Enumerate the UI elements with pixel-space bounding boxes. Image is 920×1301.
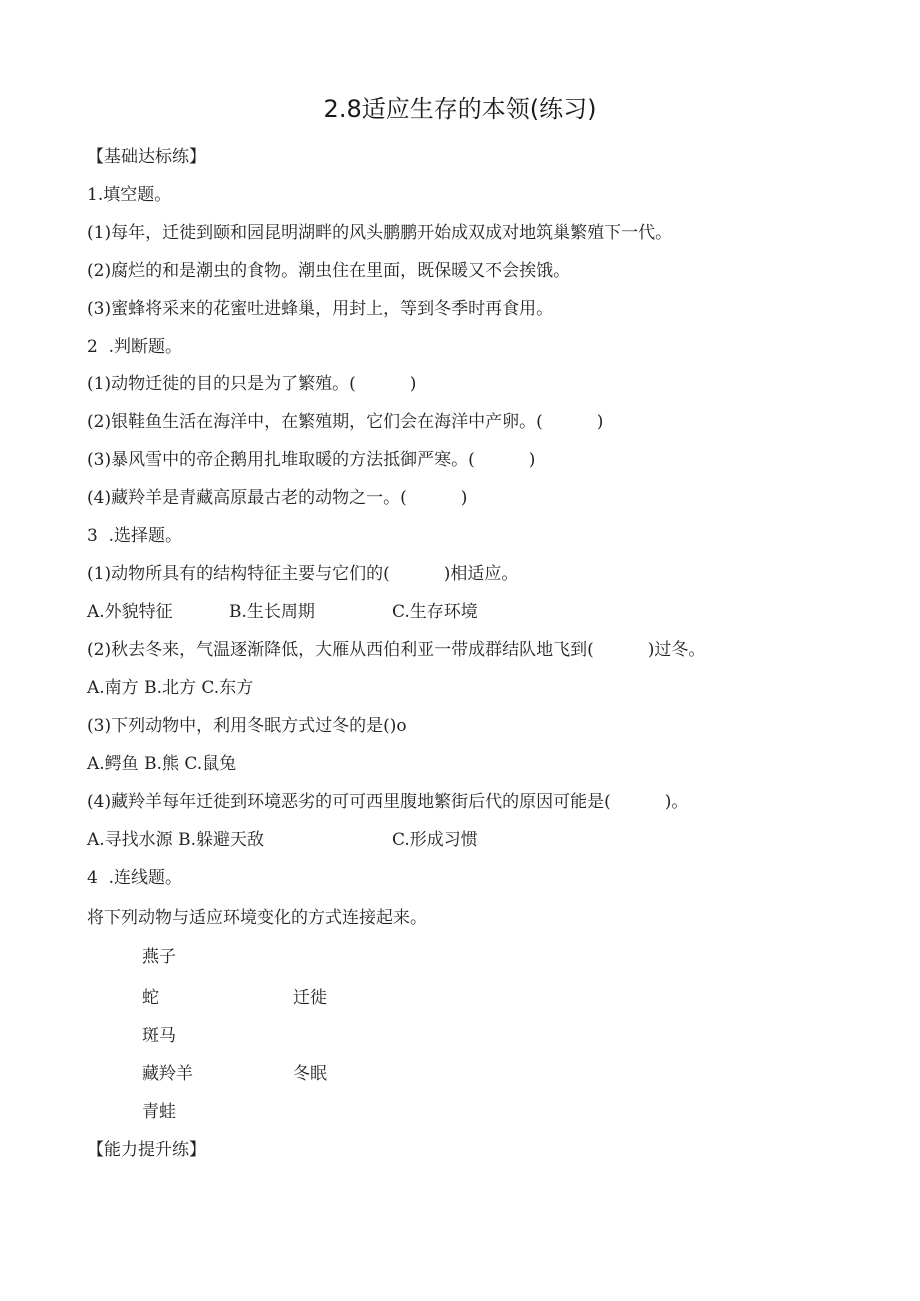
question-3-item-1-option-c: C.生存环境 bbox=[392, 602, 478, 622]
question-3-item-4: (4)藏羚羊每年迁徙到环境恶劣的可可西里腹地繁街后代的原因可能是( )。 bbox=[87, 792, 689, 812]
question-3-item-1-option-b: B.生长周期 bbox=[229, 602, 315, 622]
match-animal-3: 斑马 bbox=[142, 1026, 176, 1046]
question-1-heading: 1.填空题。 bbox=[87, 185, 172, 205]
match-animal-5: 青蛙 bbox=[142, 1102, 176, 1122]
section-advanced-heading: 【能力提升练】 bbox=[87, 1140, 206, 1160]
match-animal-2: 蛇 bbox=[142, 988, 159, 1008]
match-method-1: 迁徙 bbox=[293, 988, 327, 1008]
question-2-item-2: (2)银鞋鱼生活在海洋中，在繁殖期，它们会在海洋中产卵。( ) bbox=[87, 412, 604, 432]
question-4-instruction: 将下列动物与适应环境变化的方式连接起来。 bbox=[87, 908, 427, 928]
question-1-item-2: (2)腐烂的和是潮虫的食物。潮虫住在里面，既保暖又不会挨饿。 bbox=[87, 261, 571, 281]
page-title: 2.8适应生存的本领(练习) bbox=[323, 95, 597, 123]
question-3-item-1: (1)动物所具有的结构特征主要与它们的( )相适应。 bbox=[87, 564, 519, 584]
question-3-item-2-options: A.南方 B.北方 C.东方 bbox=[87, 678, 254, 698]
section-basic-heading: 【基础达标练】 bbox=[87, 147, 206, 167]
match-animal-1: 燕子 bbox=[142, 947, 176, 967]
question-2-heading: 2 .判断题。 bbox=[87, 337, 183, 357]
question-3-item-3-options: A.鳄鱼 B.熊 C.鼠兔 bbox=[87, 754, 237, 774]
question-1-item-1: (1)每年，迁徙到颐和园昆明湖畔的风头鹏鹏开始成双成对地筑巢繁殖下一代。 bbox=[87, 223, 673, 243]
question-4-heading: 4 .连线题。 bbox=[87, 868, 183, 888]
question-2-item-1: (1)动物迁徙的目的只是为了繁殖。( ) bbox=[87, 374, 417, 394]
match-method-2: 冬眠 bbox=[293, 1064, 327, 1084]
question-3-item-1-option-a: A.外貌特征 bbox=[87, 602, 173, 622]
question-3-item-4-options-ab: A.寻找水源 B.躲避天敌 bbox=[87, 830, 264, 850]
question-3-item-3: (3)下列动物中，利用冬眠方式过冬的是()o bbox=[87, 716, 407, 736]
question-1-item-3: (3)蜜蜂将采来的花蜜吐进蜂巢，用封上，等到冬季时再食用。 bbox=[87, 299, 554, 319]
match-animal-4: 藏羚羊 bbox=[142, 1064, 193, 1084]
question-2-item-4: (4)藏羚羊是青藏高原最古老的动物之一。( ) bbox=[87, 488, 468, 508]
question-3-item-2: (2)秋去冬来，气温逐渐降低，大雁从西伯利亚一带成群结队地飞到( )过冬。 bbox=[87, 640, 706, 660]
question-2-item-3: (3)暴风雪中的帝企鹅用扎堆取暖的方法抵御严寒。( ) bbox=[87, 450, 536, 470]
question-3-heading: 3 .选择题。 bbox=[87, 526, 183, 546]
question-3-item-4-option-c: C.形成习惯 bbox=[392, 830, 478, 850]
